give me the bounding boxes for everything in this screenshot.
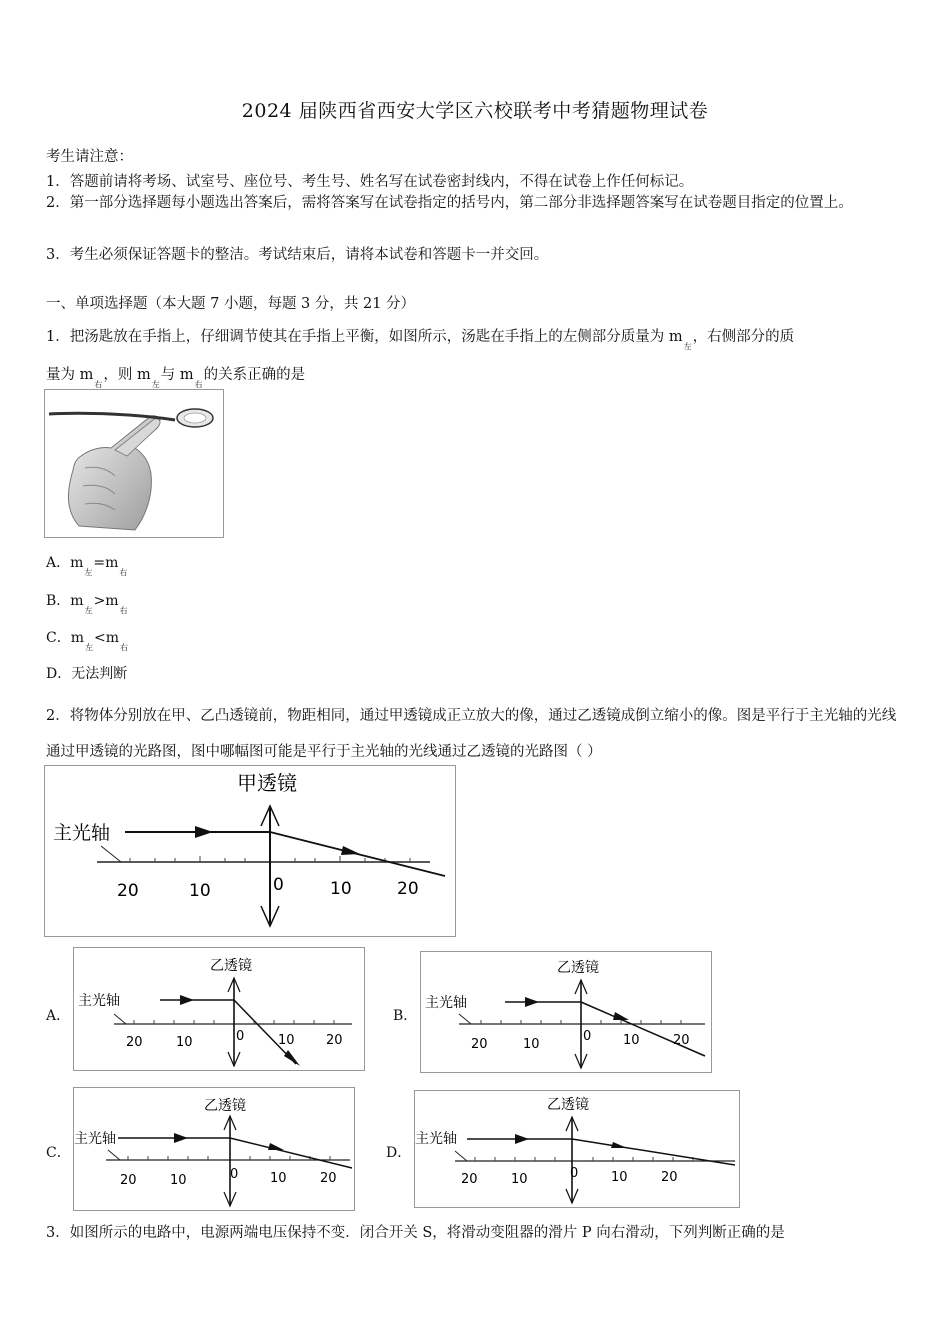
tick-label: 0 <box>230 1167 239 1182</box>
tick-label: 20 <box>326 1033 343 1048</box>
lens-yi-label: 乙透镜 <box>204 1098 246 1114</box>
q2-option-c-figure <box>73 1087 355 1211</box>
section-heading: 一、单项选择题（本大题 7 小题，每题 3 分，共 21 分） <box>46 296 416 312</box>
tick-label: 10 <box>330 879 352 899</box>
axis-label: 主光轴 <box>53 822 111 844</box>
tick-label: 10 <box>623 1033 640 1048</box>
tick-label: 10 <box>270 1171 287 1186</box>
axis-label: 主光轴 <box>425 995 467 1011</box>
q1-option-c: C．$m_左<m_右$ <box>46 630 129 652</box>
q2-option-c-letter: C． <box>46 1145 71 1161</box>
q2-option-b-figure <box>420 951 712 1073</box>
tick-label: 20 <box>673 1033 690 1048</box>
tick-label: 20 <box>471 1037 488 1052</box>
lens-yi-label: 乙透镜 <box>210 958 252 974</box>
q2-option-d-letter: D． <box>386 1145 412 1161</box>
lens-yi-label: 乙透镜 <box>547 1097 589 1113</box>
tick-label: 20 <box>461 1172 478 1187</box>
q2-option-d-figure <box>414 1090 740 1208</box>
tick-label: 10 <box>189 881 211 901</box>
tick-label: 0 <box>570 1166 579 1181</box>
tick-label: 20 <box>120 1173 137 1188</box>
axis-label: 主光轴 <box>74 1131 116 1147</box>
page-title: 2024 届陕西省西安大学区六校联考中考猜题物理试卷 <box>241 100 709 122</box>
q2-stem: 2．将物体分别放在甲、乙凸透镜前，物距相同，通过甲透镜成正立放大的像，通过乙透镜成倒立缩小的像。图是平行于主光轴的光线通过甲透镜的光路图，图中哪幅图可能是平行于主光轴的光线通过乙透镜的光路图（ ） <box>46 708 897 760</box>
lens-jia-figure <box>44 765 456 937</box>
axis-label: 主光轴 <box>415 1131 457 1147</box>
lens-jia-label: 甲透镜 <box>237 771 297 795</box>
tick-label: 10 <box>611 1170 628 1185</box>
q1-stem-line1: 1．把汤匙放在手指上，仔细调节使其在手指上平衡，如图所示，汤匙在手指上的左侧部分质量为 $m_左$，右侧部分的质 <box>46 329 795 351</box>
tick-label: 0 <box>583 1029 592 1044</box>
lens-yi-diagram-c <box>74 1088 354 1210</box>
tick-label: 20 <box>126 1035 143 1050</box>
q3-stem: 3．如图所示的电路中，电源两端电压保持不变．闭合开关 S，将滑动变阻器的滑片 P 向右滑动，下列判断正确的是 <box>46 1225 785 1241</box>
q2-option-b-letter: B． <box>393 1008 418 1024</box>
lens-yi-diagram-d <box>415 1091 739 1207</box>
tick-label: 20 <box>320 1171 337 1186</box>
axis-label: 主光轴 <box>78 993 120 1009</box>
notice-item-1: 1．答题前请将考场、试室号、座位号、考生号、姓名写在试卷密封线内，不得在试卷上作任何标记。 <box>46 174 694 190</box>
tick-label: 10 <box>278 1033 295 1048</box>
q1-option-b: B．$m_左>m_右$ <box>46 593 128 615</box>
q1-option-a: A．$m_左=m_右$ <box>46 555 128 577</box>
q2-option-a-figure <box>73 947 365 1071</box>
spoon-finger-illustration <box>45 390 223 537</box>
lens-jia-diagram <box>45 766 455 936</box>
q2-option-a-letter: A． <box>46 1008 71 1024</box>
tick-label: 10 <box>523 1037 540 1052</box>
tick-label: 20 <box>117 881 139 901</box>
tick-label: 10 <box>170 1173 187 1188</box>
lens-yi-label: 乙透镜 <box>557 960 599 976</box>
tick-label: 0 <box>236 1029 245 1044</box>
notice-heading: 考生请注意： <box>46 149 133 165</box>
lens-yi-diagram-b <box>421 952 711 1072</box>
q1-option-d: D．无法判断 <box>46 666 128 682</box>
spoon-finger-figure <box>44 389 224 538</box>
notice-item-3: 3．考生必须保证答题卡的整洁。考试结束后，请将本试卷和答题卡一并交回。 <box>46 247 549 263</box>
lens-yi-diagram-a <box>74 948 364 1070</box>
tick-label: 0 <box>273 875 284 895</box>
tick-label: 10 <box>176 1035 193 1050</box>
notice-item-2: 2．第一部分选择题每小题选出答案后，需将答案写在试卷指定的括号内，第二部分非选择题答案写在试卷题目指定的位置上。 <box>46 195 853 211</box>
tick-label: 10 <box>511 1172 528 1187</box>
q1-stem-line2: 量为 $m_右$，则 $m_左$与 $m_右$的关系正确的是 <box>46 367 306 389</box>
tick-label: 20 <box>661 1170 678 1185</box>
tick-label: 20 <box>397 879 419 899</box>
